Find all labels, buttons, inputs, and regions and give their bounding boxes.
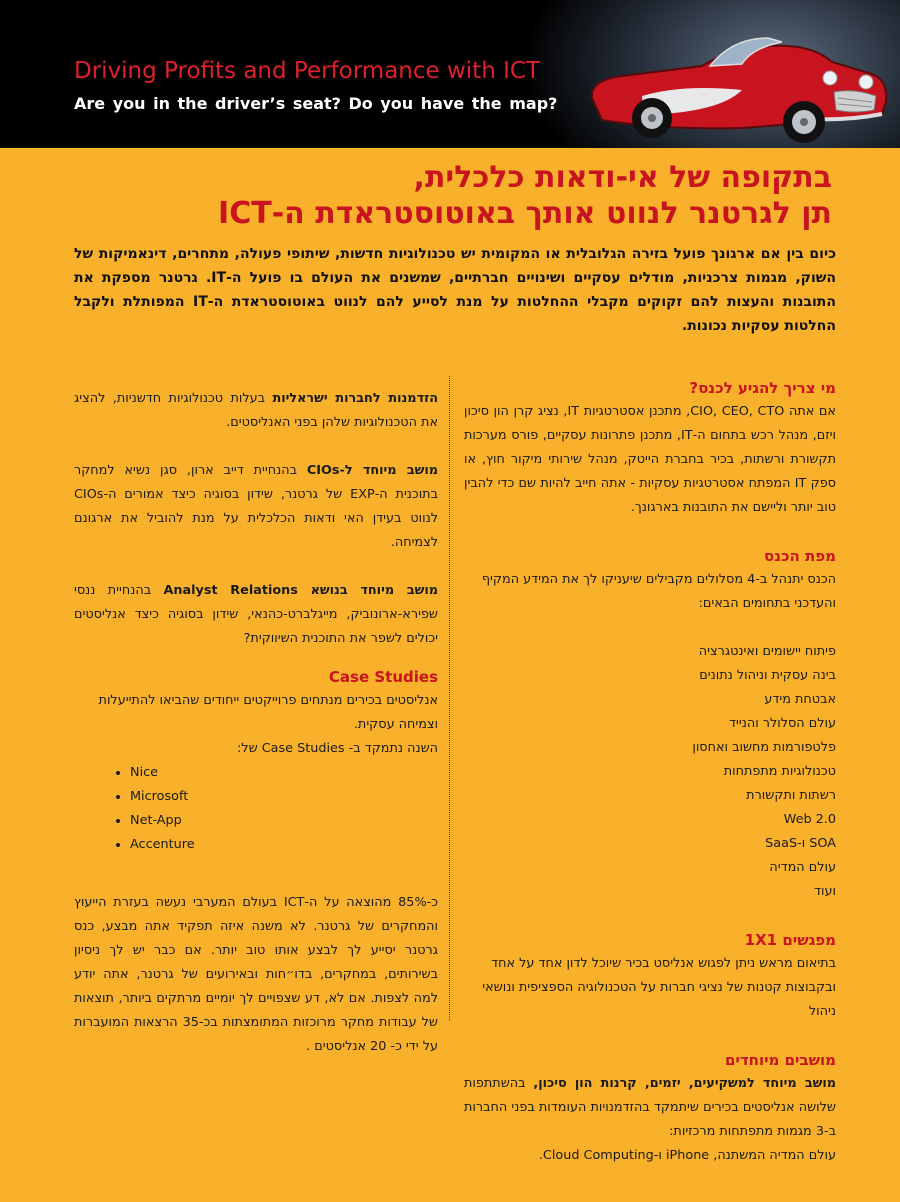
list-item: • Accenture (130, 833, 438, 857)
list-item: אבטחת מידע (764, 692, 836, 707)
case-studies-heading: Case Studies (328, 668, 438, 686)
intro-paragraph: כיום בין אם ארגונך פועל בזירה הגלובלית או המקומית יש טכנולוגיות חדשות, שיתופי פעולה, מתחרים, דינאמיקות של השוק, מגמות צרכניות, מודלים עסקיים ושינויים חברתיים, שמשנים את העולם בו פועל ה-IT. גרטנר מספקת את התובנות והעצות להם זקוקים מקבלי ההחלטות על מנת לסייע להם לנווט באוטוסטראדת ה-IT המפותלת ולקבל החלטות עסקיות נכונות. (74, 246, 837, 334)
special-sessions-body: בהשתתפות שלושה אנליסטים בכירים שיתמקד בהזדמנויות העומדות בפני החברות ב-3 מגמות מתפתחות מרכזיות: (464, 1076, 836, 1139)
one-on-one-heading: מפגשים 1X1 (744, 931, 836, 949)
list-item: עולם המדיה (769, 860, 836, 875)
who-should-attend-heading: מי צריך להגיע לכנס? (689, 379, 836, 397)
list-item: בינה עסקית וניהול נתונים (699, 668, 836, 683)
case-studies-text-1: אנליסטים בכירים מנתחים פרוייקטים ייחודים שהביאו להתייעלות וצמיחה עסקית. (98, 693, 438, 732)
list-item: Web 2.0 (783, 812, 836, 827)
header-banner (0, 0, 900, 148)
analyst-relations-bold: מושב מיוחד בנושא Analyst Relations (163, 583, 438, 598)
special-sessions-bold: מושב מיוחד למשקיעים, יזמים, קרנות הון סיכון, (533, 1076, 836, 1091)
main-headline (52, 160, 832, 232)
red-sports-car-illustration (582, 18, 892, 146)
headline-line-1: בתקופה של אי-ודאות כלכלית, (413, 160, 832, 195)
conference-map-heading: מפת הכנס (764, 547, 836, 565)
conference-map-text: הכנס יתנהל ב-4 מסלולים מקבילים שיעניקו לך את המידע המקיף והעדכני בתחומים הבאים: (481, 572, 836, 611)
special-sessions-list: עולם המדיה המשתנה, iPhone ו-Cloud Computing. (538, 1148, 836, 1163)
cio-session-text (74, 459, 438, 555)
list-item: • Microsoft (130, 785, 438, 809)
list-item: • Net-App (130, 809, 438, 833)
list-item: • Nice (130, 761, 438, 785)
topics-list (464, 640, 836, 904)
analyst-relations-body: בהנחיית ננסי שפירא-ארונוביק, מייגלברט-כהנאי, שידון בסוגיה כיצד אנליסטים יכולים לשפר את התוכנית השיווקית? (74, 583, 438, 646)
one-on-one-text: בתיאום מראש ניתן לפגוש אנליסט בכיר שיוכל לדון אחד על אחד ובקבוצות קטנות של נציגי חברות על הטכנולוגיה הספציפית ונושאי ניהול (482, 956, 836, 1019)
gartner-stats-text: כ-85% מהוצאה על ה-ICT בעולם המערבי נעשה בעזרת הייעוץ והמחקרים של גרטנר. לא משנה איזה תפקיד אתה מבצע, כנס גרטנר יסייע לך לבצע אותו טוב יותר. אם כבר יש לך ניסיון בשירותים, במחקרים, בדו״חות ובאירועים של גרטנר, אתה יודע למה לצפות. אם לא, דע שצפויים לך יומיים מרתקים ביותר, תוצאות של עבודות מחקר מרוכזות המתומצתות בכ-35 הרצאות המועברות על ידי כ- 20 אנליסטים . (74, 895, 438, 1054)
right-column (464, 376, 836, 1168)
list-item: רשתות ותקשורת (746, 788, 836, 803)
list-item: פלטפורמות מחשוב ואחסון (692, 740, 836, 755)
special-sessions-text (464, 1072, 836, 1144)
list-item: עולם הסלולר והנייד (729, 716, 836, 731)
cio-session-body: בהנחיית דייב ארון, סגן נשיא למחקר בתוכנית ה-EXP של גרטנר, שידון בסוגיה כיצד אמורים ה-CIOs לנווט בעידן האי ודאות הכלכלית על מנת להוביל את ארגונם לצמיחה. (74, 463, 438, 550)
banner-title: Driving Profits and Performance with ICT (74, 58, 540, 84)
israeli-companies-bold: הזדמנות לחברות ישראליות (272, 391, 439, 406)
list-item: ועוד (814, 884, 836, 899)
analyst-relations-text (74, 579, 438, 651)
list-item: טכנולוגיות מתפתחות (723, 764, 836, 779)
list-item: SOA ו-SaaS (765, 836, 836, 851)
column-divider (449, 376, 450, 1021)
who-should-attend-text: אם אתה CIO, CEO, CTO, מתכנן אסטרטגיות IT, נציג קרן הון סיכון ויזם, מנהל רכש בתחום ה-IT, מתכנן פתרונות עסקיים, פורס מערכות תקשורת ורשתות, בכיר בחברת הייטק, מנהל שירותי מיקור חוץ, או ספק IT המפתח אסטרטגיות עסקיות - אתה חייב להיות שם כדי להבין טוב יותר וליישם את התובנות בארגונך. (464, 404, 836, 515)
left-column (74, 387, 438, 1059)
case-study-companies (130, 761, 438, 857)
israeli-companies-body: בעלות טכנולוגיות חדשניות, להציג את הטכנולוגיות שלהן בפני האנליסטים. (74, 391, 438, 430)
headline-line-2: תן לגרטנר לנווט אותך באוטוסטראדת ה-ICT (218, 196, 832, 231)
israeli-companies-text (74, 387, 438, 435)
banner-subtitle: Are you in the driver’s seat? Do you have the map? (74, 94, 558, 113)
special-sessions-heading: מושבים מיוחדים (724, 1051, 836, 1069)
list-item: פיתוח יישומים ואינטגרציה (698, 644, 836, 659)
cio-session-bold: מושב מיוחד ל-CIOs (306, 463, 438, 478)
case-studies-text-2: השנה נתמקד ב- Case Studies של: (236, 741, 438, 756)
